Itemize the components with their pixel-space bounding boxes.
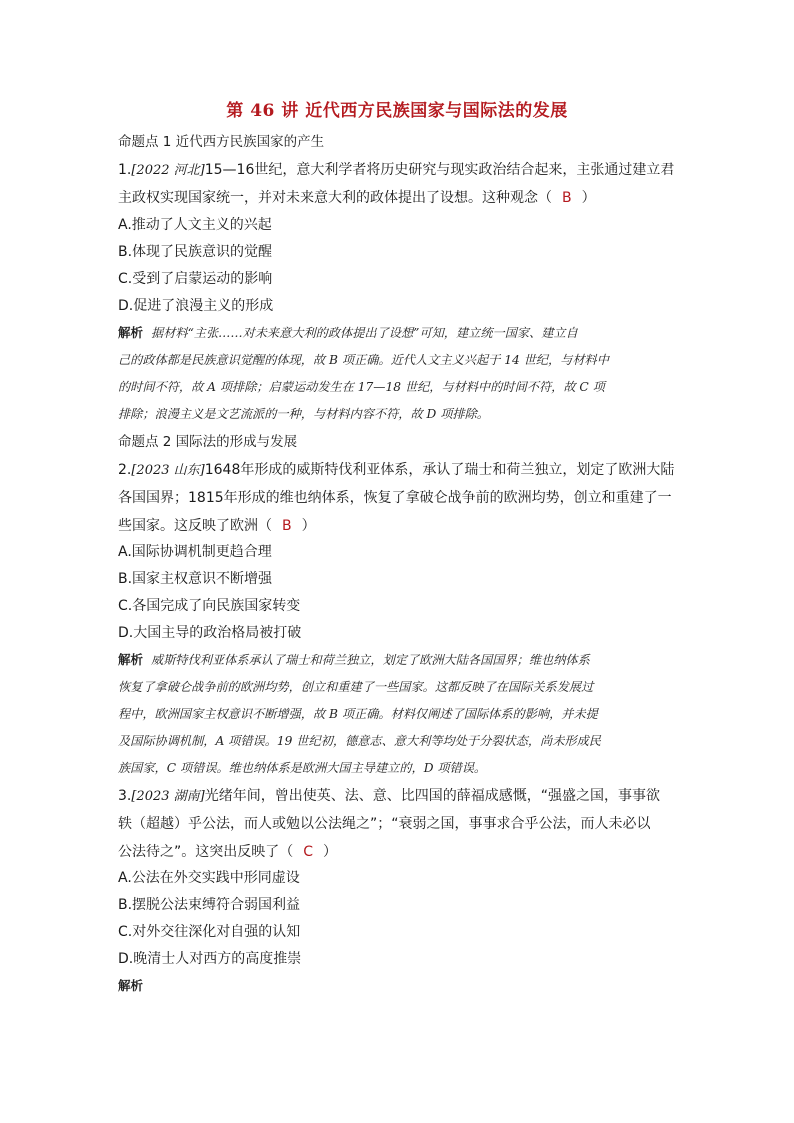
question-source: [2022 河北] bbox=[131, 163, 205, 178]
option-a: A.国际协调机制更趋合理 bbox=[118, 544, 272, 560]
option-d: D.促进了浪漫主义的形成 bbox=[118, 298, 274, 314]
option-b: B.国家主权意识不断增强 bbox=[118, 571, 273, 587]
analysis-line: 程中，欧洲国家主权意识不断增强，故 B 项正确。材料仅阐述了国际体系的影响，并未提 bbox=[118, 707, 598, 721]
analysis-line: 恢复了拿破仑战争前的欧洲均势，创立和重建了一些国家。这都反映了在国际关系发展过 bbox=[118, 680, 594, 694]
question-text: 公法待之”。这突出反映了（ bbox=[118, 844, 294, 860]
question-number: 3. bbox=[118, 788, 132, 804]
analysis-text: 威斯特伐利亚体系承认了瑞士和荷兰独立，划定了欧洲大陆各国国界；维也纳体系 bbox=[151, 653, 590, 667]
question-text: 主政权实现国家统一，并对未来意大利的政体提出了设想。这种观念（ bbox=[118, 190, 552, 206]
option-d: D.大国主导的政治格局被打破 bbox=[118, 625, 302, 641]
option-a: A.公法在外交实践中形同虚设 bbox=[118, 870, 300, 886]
analysis-line: 及国际协调机制，A 项错误。19 世纪初，德意志、意大利等均处于分裂状态，尚未形成民 bbox=[118, 734, 601, 748]
analysis-line: 己的政体都是民族意识觉醒的体现，故 B 项正确。近代人文主义兴起于 14 世纪，与材料中 bbox=[118, 353, 609, 367]
question-text: 1648年形成的威斯特伐利亚体系，承认了瑞士和荷兰独立，划定了欧洲大陆 bbox=[204, 462, 675, 478]
analysis-line: 族国家，C 项错误。维也纳体系是欧洲大国主导建立的，D 项错误。 bbox=[118, 761, 487, 775]
question-text: ） bbox=[301, 518, 316, 534]
question-2-line-1 bbox=[118, 460, 688, 481]
answer-mark: C bbox=[303, 844, 314, 860]
question-text: 些国家。这反映了欧洲（ bbox=[118, 518, 272, 534]
question-text: 15—16世纪，意大利学者将历史研究与现实政治结合起来，主张通过建立君 bbox=[204, 162, 675, 178]
analysis-line: 排除；浪漫主义是文艺流派的一种，与材料内容不符，故 D 项排除。 bbox=[118, 407, 489, 421]
analysis-label: 解析 bbox=[118, 325, 144, 340]
option-b: B.摆脱公法束缚符合弱国利益 bbox=[118, 897, 301, 913]
analysis-line bbox=[118, 976, 688, 996]
analysis-label: 解析 bbox=[118, 978, 144, 993]
analysis-line bbox=[118, 650, 688, 670]
option-c: C.受到了启蒙运动的影响 bbox=[118, 271, 273, 287]
question-source: [2023 山东] bbox=[131, 463, 205, 478]
question-1-line-1 bbox=[118, 160, 688, 181]
question-1-line-2 bbox=[118, 188, 688, 208]
question-3-line-3 bbox=[118, 842, 688, 862]
question-3-line-2: 轶（超越）乎公法，而人或勉以公法绳之”；“衰弱之国，事事求合乎公法，而人未必以 bbox=[118, 816, 651, 832]
page-title: 第 46 讲 近代西方民族国家与国际法的发展 bbox=[226, 101, 568, 121]
option-c: C.各国完成了向民族国家转变 bbox=[118, 598, 301, 614]
option-a: A.推动了人文主义的兴起 bbox=[118, 217, 272, 233]
analysis-text: 据材料“主张……对未来意大利的政体提出了设想”可知，建立统一国家、建立自 bbox=[151, 326, 578, 340]
option-c: C.对外交往深化对自强的认知 bbox=[118, 924, 301, 940]
question-number: 1. bbox=[118, 162, 132, 178]
question-text: ） bbox=[323, 844, 338, 860]
section-heading-2: 命题点 2 国际法的形成与发展 bbox=[118, 434, 298, 450]
question-text: 光绪年间，曾出使英、法、意、比四国的薛福成感慨，“强盛之国，事事欲 bbox=[204, 788, 660, 804]
section-heading-1: 命题点 1 近代西方民族国家的产生 bbox=[118, 134, 325, 150]
answer-mark: B bbox=[562, 190, 572, 206]
option-d: D.晚清士人对西方的高度推崇 bbox=[118, 951, 302, 967]
question-2-line-2: 各国国界；1815年形成的维也纳体系，恢复了拿破仑战争前的欧洲均势，创立和重建了一 bbox=[118, 490, 672, 506]
answer-mark: B bbox=[282, 518, 292, 534]
option-b: B.体现了民族意识的觉醒 bbox=[118, 244, 273, 260]
analysis-line: 的时间不符，故 A 项排除；启蒙运动发生在 17—18 世纪，与材料中的时间不符，故 C 项 bbox=[118, 380, 605, 394]
question-3-line-1 bbox=[118, 786, 688, 807]
question-text: ） bbox=[581, 190, 596, 206]
question-2-line-3 bbox=[118, 516, 688, 536]
analysis-line bbox=[118, 323, 688, 343]
analysis-label: 解析 bbox=[118, 652, 144, 667]
question-number: 2. bbox=[118, 462, 132, 478]
question-source: [2023 湖南] bbox=[131, 789, 205, 804]
